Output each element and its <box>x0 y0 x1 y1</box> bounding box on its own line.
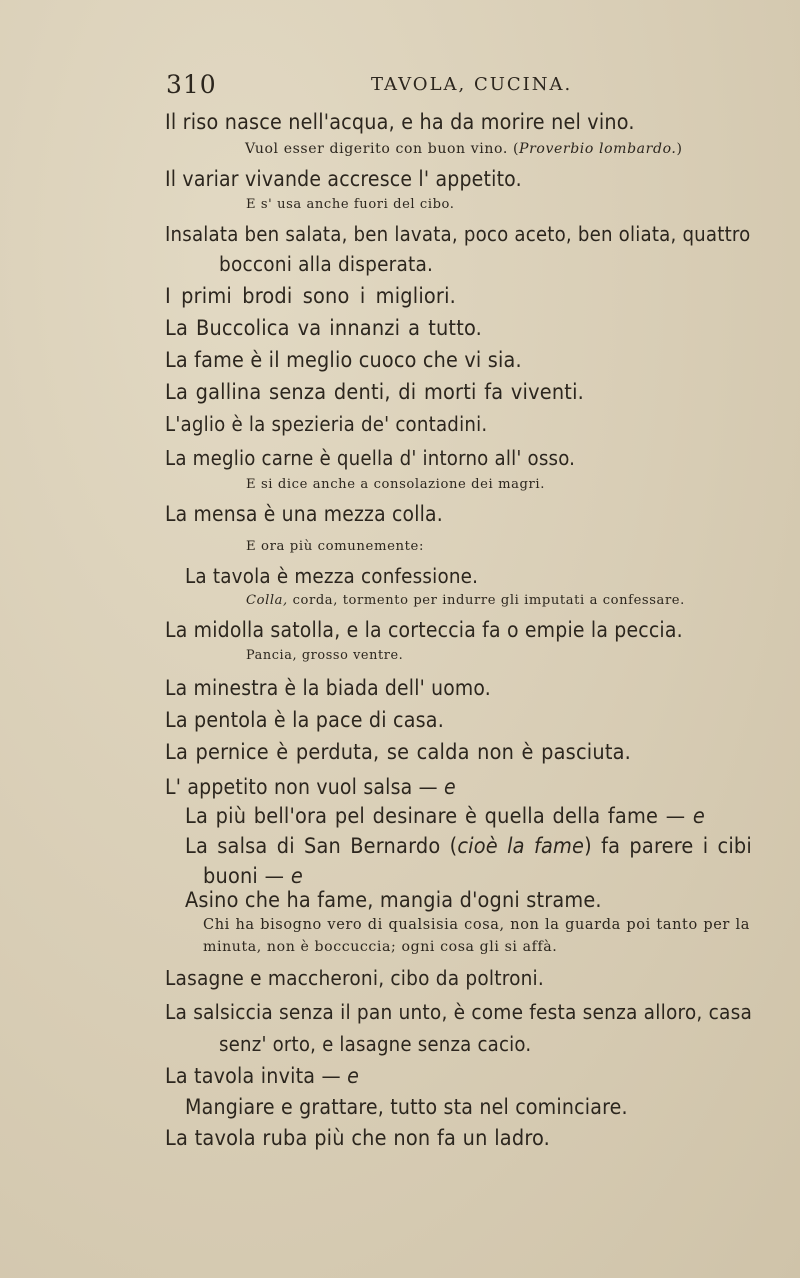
proverb-note: E ora più comunemente: <box>246 539 425 554</box>
proverb-line: La tavola è mezza confessione. <box>185 564 479 588</box>
proverb-line: Lasagne e maccheroni, cibo da poltroni. <box>165 966 544 990</box>
proverb-note: Chi ha bisogno vero di qualsisia cosa, non la guarda poi tanto per la <box>203 917 750 933</box>
proverb-note: Pancia, grosso ventre. <box>246 648 404 663</box>
proverb-note: Colla, corda, tormento per indurre gli imputati a confessare. <box>246 593 685 608</box>
proverb-line: Mangiare e grattare, tutto sta nel cominciare. <box>185 1094 628 1119</box>
proverb-line: La meglio carne è quella d' intorno all' osso. <box>165 446 576 470</box>
page-number: 310 <box>166 70 217 99</box>
proverb-line: La minestra è la biada dell' uomo. <box>165 676 491 700</box>
proverb-line: Asino che ha fame, mangia d'ogni strame. <box>185 888 602 913</box>
proverb-line: La tavola ruba più che non fa un ladro. <box>165 1126 550 1151</box>
proverb-line: La tavola invita — e <box>165 1064 360 1089</box>
proverb-line: La salsa di San Bernardo (cioè la fame) fa parere i cibi <box>185 834 752 859</box>
proverb-line-continuation: buoni — e <box>203 864 303 889</box>
proverb-line-continuation: bocconi alla disperata. <box>219 252 434 276</box>
proverb-line: La salsiccia senza il pan unto, è come festa senza alloro, casa <box>165 1000 753 1024</box>
proverb-line: La pernice è perduta, se calda non è pasciuta. <box>165 740 631 765</box>
proverb-line: Il riso nasce nell'acqua, e ha da morire nel vino. <box>165 110 635 135</box>
proverb-line: La più bell'ora pel desinare è quella della fame — e <box>185 804 705 829</box>
proverb-line: La mensa è una mezza colla. <box>165 502 443 526</box>
proverb-line: Insalata ben salata, ben lavata, poco aceto, ben oliata, quattro <box>165 222 751 246</box>
proverb-note: E si dice anche a consolazione dei magri. <box>246 477 545 492</box>
proverb-line-continuation: senz' orto, e lasagne senza cacio. <box>219 1032 532 1056</box>
proverb-line: La midolla satolla, e la corteccia fa o empie la peccia. <box>165 618 683 642</box>
proverb-note: minuta, non è boccuccia; ogni cosa gli si affà. <box>203 939 558 955</box>
proverb-line: La gallina senza denti, di morti fa viventi. <box>165 380 584 405</box>
proverb-line: I primi brodi sono i migliori. <box>165 284 456 309</box>
running-head: TAVOLA, CUCINA. <box>371 74 573 95</box>
proverb-note: E s' usa anche fuori del cibo. <box>246 197 455 212</box>
proverb-line: L' appetito non vuol salsa — e <box>165 774 456 799</box>
proverb-line: La fame è il meglio cuoco che vi sia. <box>165 348 522 373</box>
page-header <box>166 70 586 102</box>
proverb-line: Il variar vivande accresce l' appetito. <box>165 166 522 191</box>
proverb-line: L'aglio è la spezieria de' contadini. <box>165 412 488 436</box>
proverb-line: La pentola è la pace di casa. <box>165 708 444 733</box>
proverb-note: Vuol esser digerito con buon vino. (Proverbio lombardo.) <box>245 141 683 157</box>
proverb-line: La Buccolica va innanzi a tutto. <box>165 316 482 341</box>
